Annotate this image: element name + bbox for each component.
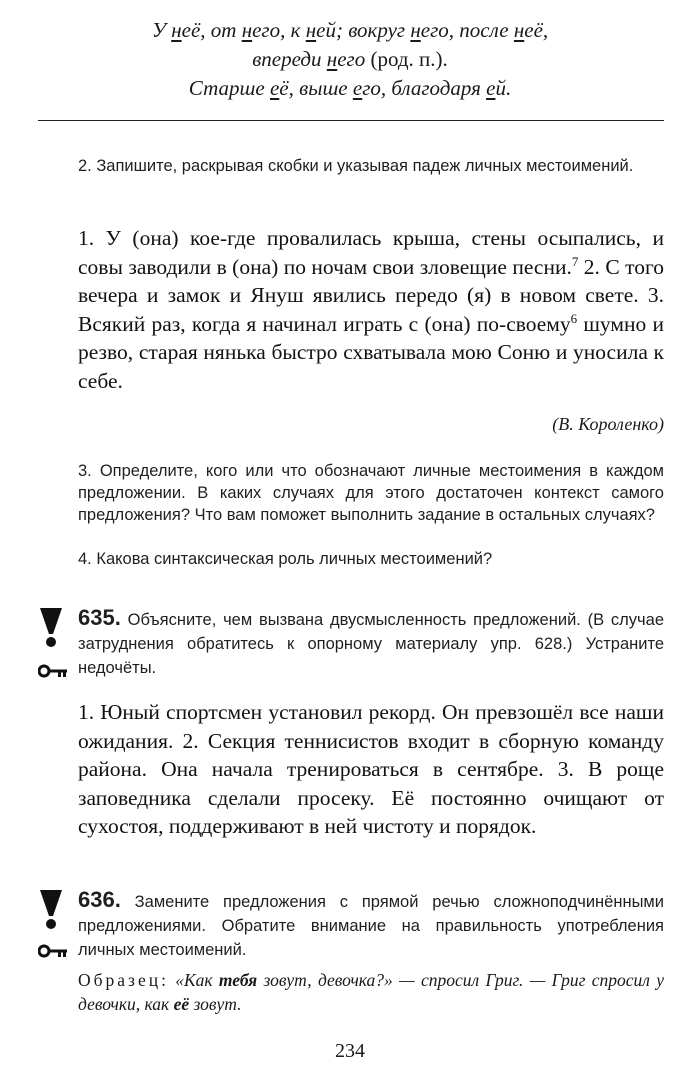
exercise-636-sample: Образец: «Как тебя зовут, девочка?» — спросил Григ. — Григ спросил у девочки, как её зовут. xyxy=(78,970,664,1014)
header-line-1: У неё, от него, к ней; вокруг него, после неё, xyxy=(151,18,549,42)
key-icon xyxy=(38,664,68,678)
exercise-635-text: 1. Юный спортсмен установил рекорд. Он превзошёл все наши ожидания. 2. Секция теннисистов входит в сборную команду района. Она начала тренироваться в сентябре. 3. В роще заповедника сделали просеку. Её постоянно очищают от сухостоя, поддерживают в ней чистоту и порядок. xyxy=(78,700,664,839)
task-3: 3. Определите, кого или что обозначают личные местоимения в каждом предложении. В каких случаях для этого достаточен контекст самого предложения? Что вам поможет выполнить задание в остальных случаях? xyxy=(78,462,664,524)
task-2: 2. Запишите, раскрывая скобки и указывая падеж личных местоимений. xyxy=(78,157,634,175)
key-icon xyxy=(38,944,68,958)
header-line-2: впереди него (род. п.). xyxy=(252,47,448,71)
page-number: 234 xyxy=(335,1040,365,1062)
header-divider xyxy=(38,120,664,121)
exercise-635-number: 635. xyxy=(78,605,121,630)
task-4: 4. Какова синтаксическая роль личных местоимений? xyxy=(78,550,493,568)
exercise-635-task: 635. Объясните, чем вызвана двусмысленность предложений. (В случае затруднения обратитесь к опорному материалу упр. 628.) Устраните недочёты. xyxy=(78,605,664,677)
korolenko-text: 1. У (она) кое-где провалилась крыша, стены осыпались, и совы заводили в (она) по ночам свои зловещие песни.$^7$ 2. С того вечера и замок и Януш явились передо (я) в новом свете. 3. Всякий раз, когда я начинал играть с (она) по-своему$^6$ шумно и резво, старая нянька быстро схватывала мою Соню и уносила к себе. xyxy=(78,226,664,393)
pronoun-examples-header xyxy=(38,16,662,103)
author-signature: (В. Короленко) xyxy=(552,414,664,434)
header-line-3: Старше её, выше его, благодаря ей. xyxy=(188,76,512,100)
exercise-636-number: 636. xyxy=(78,887,121,912)
exclamation-icon xyxy=(38,606,64,648)
exercise-636-task: 636. Замените предложения с прямой речью сложноподчинёнными предложениями. Обратите внимание на правильность употребления личных местоимений. xyxy=(78,887,664,959)
exclamation-icon xyxy=(38,888,64,930)
